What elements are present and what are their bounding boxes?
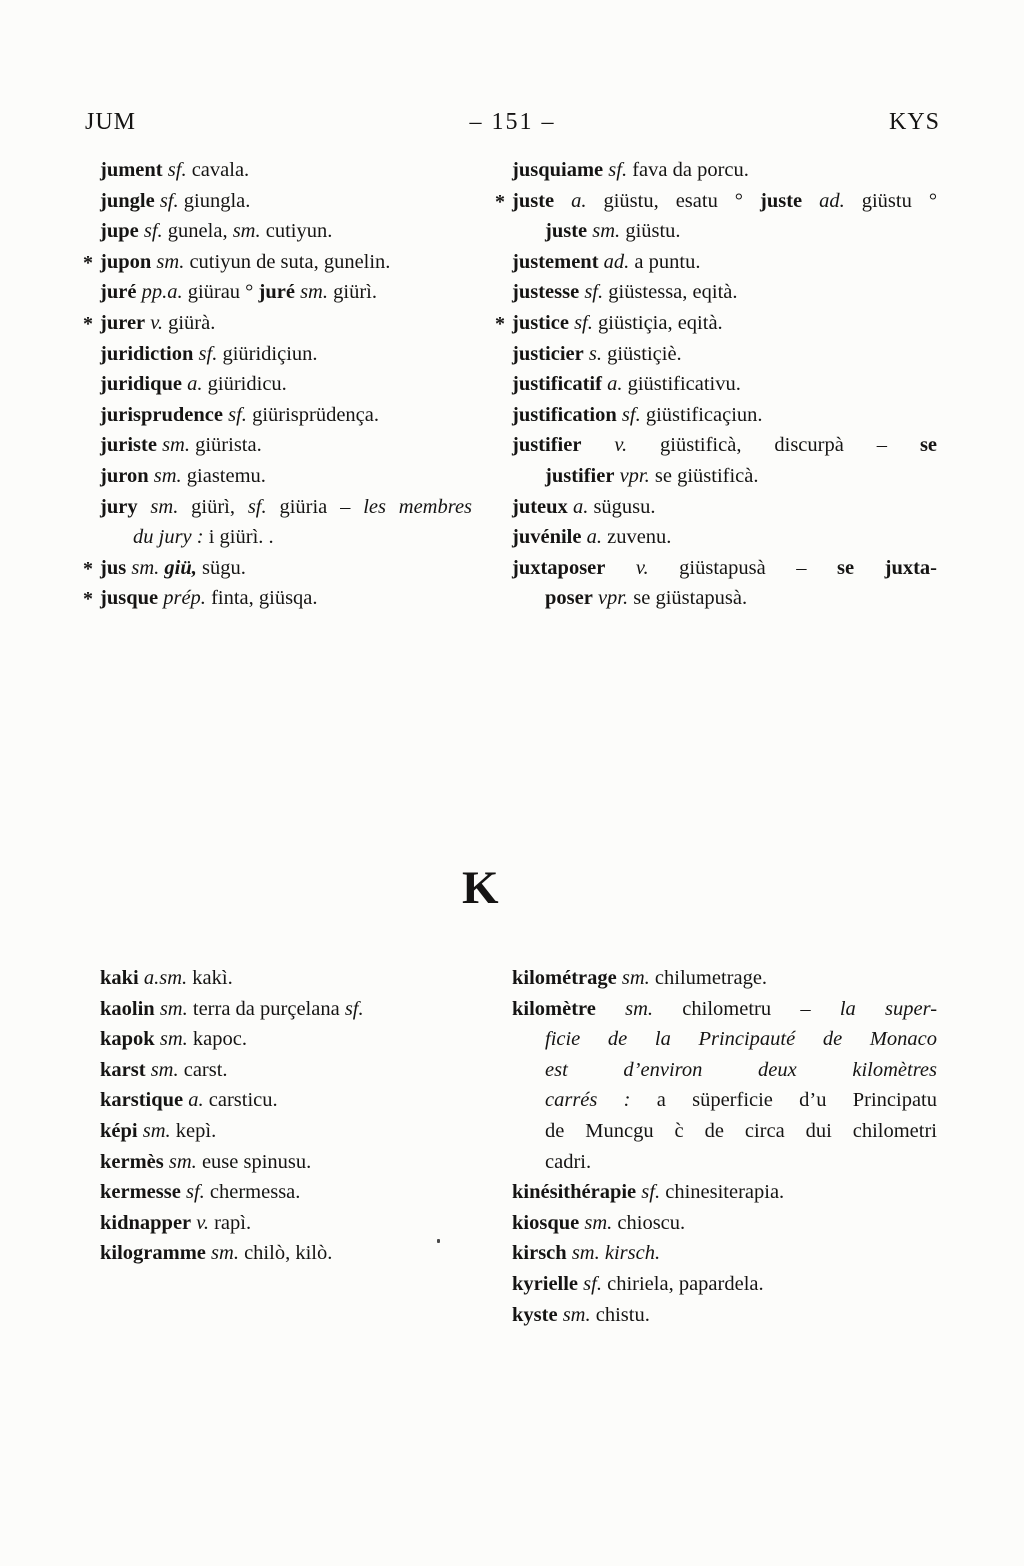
plain-text: fava da porcu. [632,159,749,181]
headword: justice [512,311,569,334]
entry-line [512,277,937,308]
entry-line [100,1147,472,1178]
entry-line [100,1238,472,1269]
plain-text: giürà. [168,311,216,334]
plain-text: giüstificativu. [627,373,741,396]
column-k-left [100,963,472,1330]
headword: jupe [100,220,139,243]
header-guide-word-left: JUM [85,109,137,135]
italic-text: sf. [621,403,641,426]
headword: justesse [512,281,580,304]
italic-text: carrés : [545,1089,631,1112]
headword: justement [512,250,599,273]
headword: kaolin [100,997,155,1020]
headword: juste [512,189,555,212]
entry-line [100,522,472,553]
entry-line [512,1147,937,1178]
entry-line [100,553,472,584]
entry-line [100,1116,472,1147]
dictionary-entry [100,1085,472,1116]
plain-text: giüridicu. [207,373,287,396]
entry-line [100,400,472,431]
italic-text: sf. [583,1272,602,1295]
dictionary-entry [100,339,472,370]
plain-text: cavala. [191,159,250,181]
plain-text: giürì, [191,495,235,518]
entry-line [100,216,472,247]
italic-text: sm. [625,997,654,1020]
dictionary-entry [100,430,472,461]
italic-text: ad. [819,189,845,212]
dictionary-entry [512,522,937,553]
italic-text: sm. [211,1242,239,1265]
entry-line [100,277,472,308]
italic-text: vpr. [597,587,629,610]
entry-line [100,430,472,461]
italic-text: sm. [131,556,160,579]
dictionary-entry [495,186,938,247]
entry-star: * [495,190,505,213]
italic-text: sm. [159,1028,188,1051]
column-j-left [83,155,473,614]
plain-text: chistu. [595,1303,650,1326]
headword: kinésithérapie [512,1181,637,1204]
plain-text: giungla. [183,189,251,212]
italic-text: kirsch. [604,1242,661,1265]
italic-text: sm. [153,464,182,487]
headword: juré [100,281,137,304]
plain-text: giürì. [333,281,377,304]
dictionary-entry [100,461,472,492]
entry-line [512,339,937,370]
headword: kilométrage [512,967,617,989]
headword: juvénile [512,526,582,549]
dictionary-entry [512,400,937,431]
entry-line [100,492,472,523]
entry-line [100,308,472,339]
headword: kyste [512,1303,558,1326]
dictionary-entry [100,994,472,1025]
dictionary-entry [100,492,472,553]
entry-star: * [83,312,93,335]
italic-text: sm. [150,495,179,518]
headword: jurisprudence [100,403,223,426]
entry-line [512,400,937,431]
plain-text: se giüstificà. [654,464,759,487]
italic-text: v. [614,434,628,457]
italic-text: a. [187,373,203,396]
headword: juré [258,281,295,304]
plain-text: cutiyun de suta, gunelin. [189,250,391,273]
entry-line [512,1116,937,1147]
italic-text: sm. [584,1211,613,1234]
headword: justifier [512,434,582,457]
plain-text: a puntu. [634,250,701,273]
dictionary-entry [512,369,937,400]
dictionary-entry [100,1055,472,1086]
plain-text: giüstificaçiun. [645,403,763,426]
plain-text: giüridiçiun. [222,342,318,365]
dictionary-entry [512,1208,937,1239]
italic-text: sf. [608,159,628,181]
dictionary-entry [100,1238,472,1269]
entry-line [512,430,937,461]
entry-line [512,247,937,278]
italic-text: sf. [167,159,187,181]
entry-line [100,186,472,217]
ink-speck [437,1239,440,1243]
italic-text: sf. [574,311,593,334]
headword: se [919,434,938,457]
dictionary-entry [512,277,937,308]
italic-text: est d’environ deux kilomètres [545,1058,937,1081]
headword: juste [760,189,803,212]
headword: juron [100,464,149,487]
headword: kilogramme [100,1242,206,1265]
headword: juridiction [100,342,194,365]
plain-text: chermessa. [209,1181,301,1204]
italic-text: sm. [571,1242,600,1265]
entry-line [512,583,937,614]
entry-line [512,461,937,492]
dictionary-entry [512,339,937,370]
italic-text: sf. [143,220,163,243]
bold-italic-text: giü, [164,556,197,579]
section-letter-k: K [462,862,499,914]
headword: karst [100,1058,146,1081]
plain-text: gunela, [167,220,228,243]
headword: jungle [100,189,155,212]
plain-text: de Muncgu c̀ de circa dui chilometri [545,1119,937,1142]
dictionary-entry [512,1300,937,1331]
headword: kapok [100,1028,155,1051]
italic-text: les membres [363,495,473,518]
entry-line [512,1208,937,1239]
italic-text: sf. [228,403,247,426]
section-k [0,963,1024,1330]
italic-text: vpr. [619,464,650,487]
plain-text: giürista. [195,434,262,457]
italic-text: sf. [185,1181,205,1204]
plain-text: zuvenu. [607,526,672,549]
entry-line [512,522,937,553]
italic-text: sf. [344,997,364,1020]
dictionary-entry [100,1177,472,1208]
entry-line [512,1024,937,1055]
entry-line [512,369,937,400]
italic-text: a. [571,189,587,212]
dictionary-entry [100,186,472,217]
plain-text: cutiyun. [265,220,333,243]
headword: justification [512,403,617,426]
italic-text: sf. [159,189,179,212]
entry-line [100,247,472,278]
italic-text: du jury : [133,526,204,549]
dictionary-entry [100,400,472,431]
dictionary-entry [100,277,472,308]
entry-star: * [83,251,93,274]
dictionary-entry [512,1269,937,1300]
dictionary-entry [512,963,937,994]
headword: juridique [100,373,183,396]
headword: kidnapper [100,1211,192,1234]
italic-text: sm. [232,220,261,243]
plain-text: se giüstapusà. [633,587,748,610]
entry-line [512,1055,937,1086]
dictionary-entry [512,1177,937,1208]
italic-text: sf. [198,342,218,365]
entry-line [100,583,472,614]
italic-text: s. [588,342,602,365]
entry-line [512,994,937,1025]
entry-line [512,1085,937,1116]
dictionary-entry [100,1208,472,1239]
plain-text: terra da purçelana [192,997,340,1020]
entry-line [100,1055,472,1086]
plain-text: chilometru – [682,997,811,1020]
plain-text: chilumetrage. [654,967,768,989]
headword: jusquiame [512,159,604,181]
italic-text: sf. [641,1181,661,1204]
entry-line [100,1024,472,1055]
italic-text: sm. [562,1303,591,1326]
plain-text: chinesiterapia. [665,1181,785,1204]
italic-text: v. [196,1211,209,1234]
entry-line [512,963,937,994]
italic-text: sm. [156,250,185,273]
entry-line [100,1085,472,1116]
plain-text: giüstificà, discurpà – [660,434,888,457]
italic-text: v. [635,556,649,579]
entry-line [512,216,937,247]
italic-text: a. [607,373,623,396]
headword: kermesse [100,1181,181,1204]
headword: kiosque [512,1211,580,1234]
italic-text: sm. [300,281,328,304]
page-number: – 151 – [469,109,556,135]
plain-text: giüstu. [625,220,681,243]
headword: jupon [100,250,152,273]
entry-line [100,155,472,186]
italic-text: sm. [162,434,190,457]
plain-text: giüstiçiè. [607,342,682,365]
headword: kilomètre [512,997,596,1020]
italic-text: sm. [168,1150,197,1173]
plain-text: carsticu. [208,1089,278,1112]
italic-text: sm. [142,1119,171,1142]
headword: jus [100,556,127,579]
plain-text: kapoc. [192,1028,247,1051]
entry-line [512,308,937,339]
headword: kirsch [512,1242,567,1265]
headword: jument [100,159,163,181]
italic-text: a. [572,495,589,518]
entry-line [512,1269,937,1300]
italic-text: prép. [163,587,206,610]
italic-text: sf. [584,281,604,304]
italic-text: a. [586,526,602,549]
headword: jury [100,495,138,518]
entry-line [100,461,472,492]
plain-text: kakì. [192,967,233,989]
page-header [85,108,940,136]
plain-text: cadri. [545,1150,592,1173]
column-k-right [512,963,937,1330]
dictionary-entry [100,216,472,247]
column-j-right [495,155,938,614]
entry-line [100,1177,472,1208]
headword: kermès [100,1150,164,1173]
italic-text: sm. [159,997,188,1020]
dictionary-entry [83,308,472,339]
entry-star: * [495,312,505,335]
headword: kyrielle [512,1272,579,1295]
dictionary-entry [512,492,937,523]
plain-text: sügu. [202,556,246,579]
plain-text: giüstiçia, eqità. [598,311,723,334]
italic-text: sf. [247,495,267,518]
italic-text: sm. [592,220,621,243]
plain-text: finta, giüsqa. [211,587,318,610]
plain-text: giüstessa, eqità. [608,281,738,304]
italic-text: la super- [839,997,938,1020]
entry-line [100,369,472,400]
dictionary-entry [83,247,472,278]
entry-star: * [83,588,93,611]
headword: se juxta- [837,556,938,579]
plain-text: giastemu. [186,464,266,487]
entry-line [100,963,472,994]
entry-line [100,1208,472,1239]
entry-line [512,492,937,523]
entry-line [512,1177,937,1208]
headword: juriste [100,434,157,457]
dictionary-entry [100,1116,472,1147]
dictionary-entry [512,994,937,1178]
entry-line [512,186,937,217]
dictionary-entry [100,155,472,186]
italic-text: ad. [603,250,630,273]
entry-line [512,1238,937,1269]
plain-text: giüstapusà – [679,556,807,579]
italic-text: pp.a. [141,281,183,304]
dictionary-entry [100,369,472,400]
plain-text: chiriela, papardela. [607,1272,764,1295]
dictionary-entry [512,1238,937,1269]
dictionary-entry [83,583,472,614]
italic-text: sm. [621,967,650,989]
plain-text: sügusu. [593,495,656,518]
headword: jusque [100,587,159,610]
dictionary-entry [512,430,937,491]
entry-line [512,553,937,584]
dictionary-entry [512,155,937,186]
dictionary-entry [512,247,937,278]
dictionary-entry [100,1147,472,1178]
plain-text: i giürì. . [208,526,274,549]
header-guide-word-right: KYS [888,109,940,135]
plain-text: a süperficie d’u Principatu [656,1089,938,1112]
italic-text: v. [150,311,163,334]
plain-text: carst. [183,1058,228,1081]
headword: justificatif [512,373,602,396]
headword: karstique [100,1089,184,1112]
headword: juteux [512,495,568,518]
italic-text: ficie de la Principauté de Monaco [545,1028,937,1051]
plain-text: giürau ° [187,281,254,304]
headword: poser [545,587,593,610]
plain-text: chilò, kilò. [244,1242,333,1265]
italic-text: sm. [150,1058,179,1081]
dictionary-entry [83,553,472,584]
italic-text: a. [188,1089,204,1112]
plain-text: rapì. [214,1211,252,1234]
headword: juste [545,220,588,243]
dictionary-entry [495,308,937,339]
plain-text: giüstu, esatu ° [603,189,744,212]
plain-text: euse spinusu. [201,1150,312,1173]
plain-text: giüstu ° [861,189,938,212]
section-j [0,155,1024,614]
plain-text: kepì. [175,1119,217,1142]
dictionary-entry [512,553,937,614]
entry-star: * [83,557,93,580]
headword: képi [100,1119,138,1142]
entry-line [512,1300,937,1331]
plain-text: giüria – [279,495,351,518]
italic-text: a.sm. [143,967,188,989]
dictionary-entry [100,1024,472,1055]
entry-line [512,155,937,186]
entry-line [100,339,472,370]
headword: kaki [100,967,139,989]
headword: jurer [100,311,146,334]
dictionary-entry [100,963,472,994]
headword: juxtaposer [512,556,606,579]
headword: justifier [545,464,615,487]
entry-line [100,994,472,1025]
headword: justicier [512,342,584,365]
plain-text: chioscu. [617,1211,686,1234]
plain-text: giürisprüdença. [252,403,380,426]
